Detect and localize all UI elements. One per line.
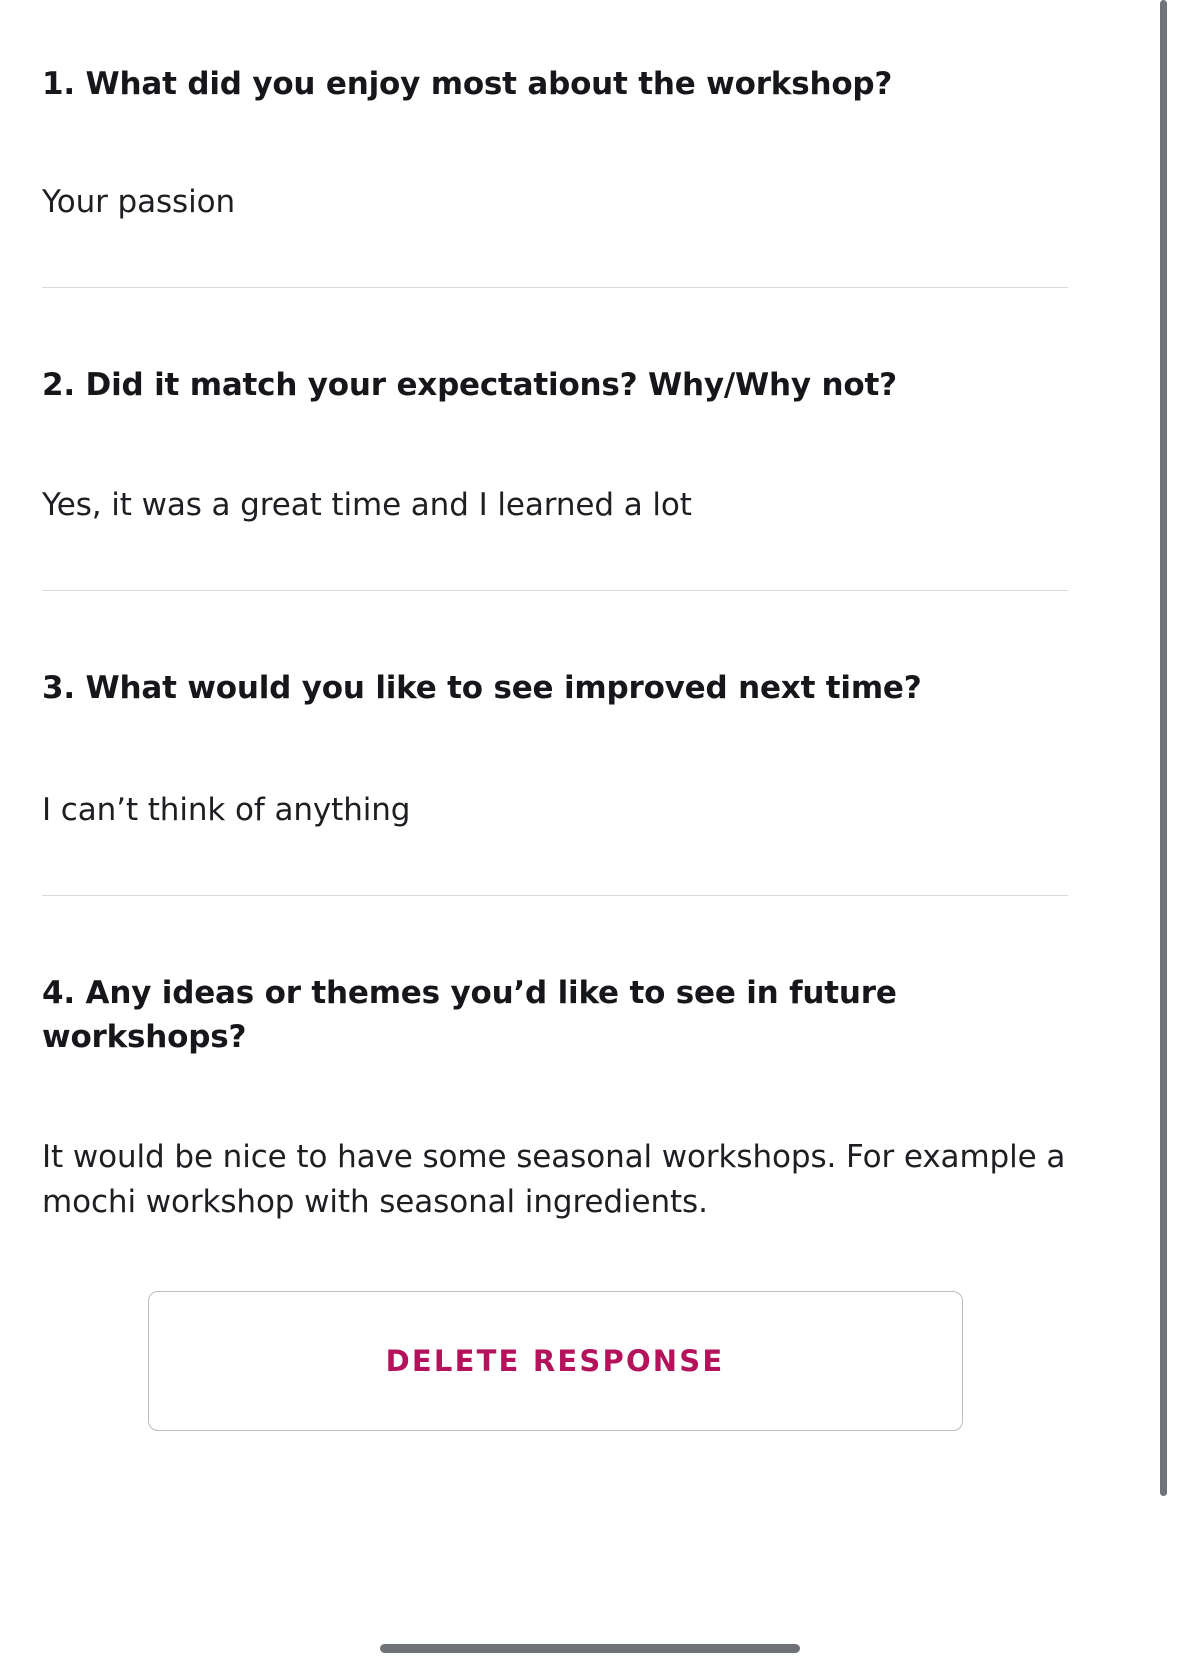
question-label-4: 4. Any ideas or themes you’d like to see in future workshops? [42, 974, 897, 1055]
response-item-4 [42, 896, 1068, 1225]
answer-text-3: I can’t think of anything [42, 791, 411, 828]
answer-text-4: It would be nice to have some seasonal workshops. For example a mochi workshop with seasonal ingredients. [42, 1138, 1066, 1220]
question-label-1: 1. What did you enjoy most about the workshop? [42, 66, 893, 102]
answer-text-2: Yes, it was a great time and I learned a lot [42, 486, 692, 523]
response-item-3 [42, 591, 1068, 896]
response-item-2 [42, 288, 1068, 591]
delete-response-button[interactable]: DELETE RESPONSE [148, 1291, 963, 1431]
question-label-3: 3. What would you like to see improved next time? [42, 669, 922, 706]
scrollbar-thumb[interactable] [1160, 0, 1167, 1496]
home-indicator[interactable] [380, 1644, 800, 1653]
question-label-2: 2. Did it match your expectations? Why/Why not? [42, 366, 897, 403]
answer-text-1: Your passion [42, 184, 236, 221]
scrollbar-track[interactable] [1166, 0, 1173, 1675]
delete-button-container [42, 1291, 1068, 1431]
response-item-1 [42, 0, 1068, 288]
